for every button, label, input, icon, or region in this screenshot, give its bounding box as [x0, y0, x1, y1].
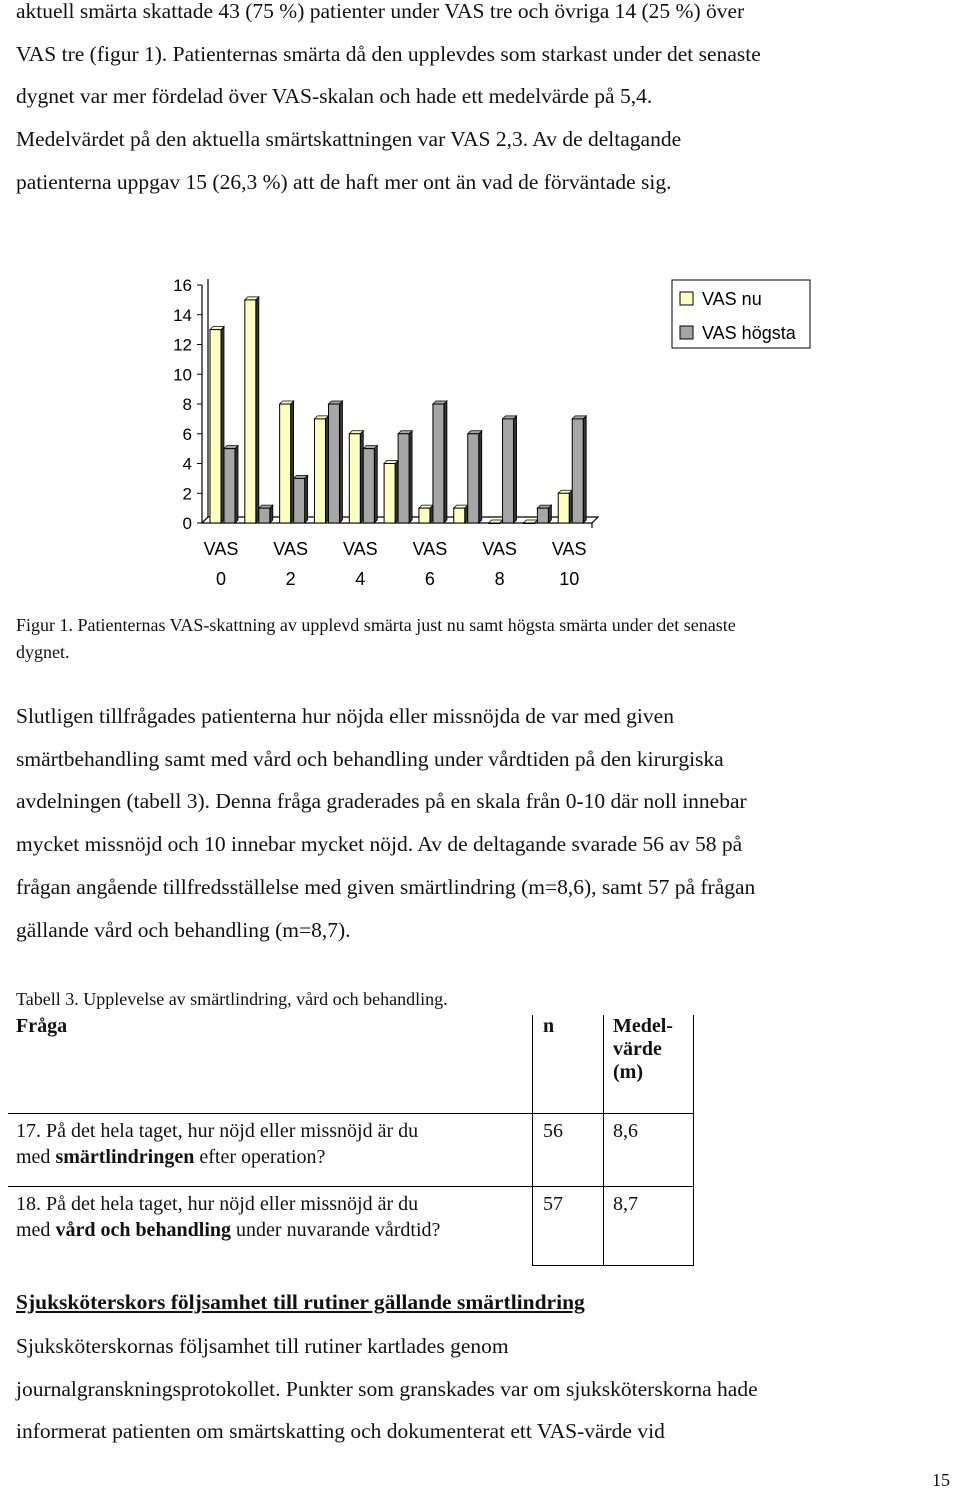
bar-front [259, 508, 270, 523]
question-cell: 17. På det hela taget, hur nöjd eller missnöjd är du med smärtlindringen efter operation? [8, 1114, 533, 1187]
table-row [8, 1187, 694, 1266]
bar-front [503, 419, 514, 523]
bar-vas-nu [314, 416, 328, 523]
third-paragraph [16, 1325, 936, 1453]
x-tick-label: 6 [424, 569, 435, 589]
x-tick-label: 0 [215, 569, 227, 589]
y-tick-label: 0 [182, 514, 192, 533]
bar-front [384, 464, 395, 524]
section-heading: Sjuksköterskors följsamhet till rutiner gällande smärtlindring [16, 1290, 585, 1314]
y-tick-label: 10 [173, 365, 192, 385]
y-axis-back [202, 279, 208, 523]
bar-front [363, 449, 374, 523]
paragraph-line: smärtbehandling samt med vård och behandling under vårdtiden på den kirurgiska [16, 746, 724, 771]
question-cell: 18. På det hela taget, hur nöjd eller missnöjd är du med vård och behandling under nuvarande vårdtid? [8, 1187, 533, 1266]
bar-vas-hogsta [503, 416, 517, 523]
bar-vas-hogsta [433, 401, 447, 523]
intro-line: VAS tre (figur 1). Patienternas smärta då den upplevdes som starkast under det senaste [16, 41, 761, 66]
paragraph-line: Slutligen tillfrågades patienterna hur nöjda eller missnöjda de var med given [16, 704, 674, 728]
y-tick-label: 16 [173, 276, 192, 295]
satisfaction-table [8, 1015, 694, 1266]
figure-caption [16, 612, 916, 666]
x-tick-label: VAS [273, 539, 308, 559]
chart-y-tick-labels [173, 276, 192, 533]
x-tick-label: 8 [494, 569, 505, 589]
bar-vas-nu [454, 505, 468, 523]
bar-vas-nu [419, 505, 433, 523]
bar-vas-nu [558, 490, 572, 523]
x-tick-label: VAS [342, 539, 378, 559]
x-tick-label: VAS [412, 539, 448, 559]
x-tick-label: 2 [285, 569, 296, 589]
bar-vas-nu [245, 297, 259, 523]
x-tick-label: VAS [203, 539, 239, 559]
bar-front [489, 523, 500, 524]
bar-vas-hogsta [363, 446, 377, 523]
legend-swatch [680, 292, 693, 305]
x-tick-label: VAS [551, 539, 587, 559]
bar-front [294, 478, 305, 523]
bar-vas-hogsta [328, 401, 342, 523]
bar-front [245, 300, 256, 523]
intro-line: aktuell smärta skattade 43 (75 %) patienter under VAS tre och övriga 14 (25 %) över [16, 0, 745, 23]
bar-vas-hogsta [398, 431, 412, 523]
x-tick-label: VAS [482, 539, 517, 559]
header-question: Fråga [8, 1015, 533, 1114]
bar-vas-nu [280, 401, 294, 523]
bar-front [537, 508, 548, 523]
bar-front [280, 404, 291, 523]
bar-front [523, 523, 534, 524]
bar-front [433, 404, 444, 523]
second-paragraph [16, 695, 936, 951]
y-tick-label: 14 [173, 305, 192, 325]
y-tick-label: 8 [182, 395, 192, 414]
bar-vas-nu [384, 461, 398, 524]
paragraph-line: informerat patienten om smärtskatting och dokumenterat ett VAS-värde vid [16, 1419, 665, 1444]
table-caption: Tabell 3. Upplevelse av smärtlindring, vård och behandling. [16, 989, 448, 1009]
paragraph-line: frågan angående tillfredsställelse med given smärtlindring (m=8,6), samt 57 på frågan [16, 874, 756, 899]
legend-label: VAS nu [702, 289, 762, 309]
legend-label: VAS högsta [702, 323, 796, 343]
table-header-row [8, 1015, 694, 1114]
chart-bars [210, 297, 586, 524]
n-cell: 56 [533, 1114, 604, 1187]
legend-swatch [680, 326, 693, 339]
paragraph-line: journalgranskningsprotokollet. Punkter som granskades var om sjuksköterskorna hade [16, 1376, 758, 1401]
bar-vas-hogsta [572, 416, 586, 523]
bar-front [328, 404, 339, 523]
paragraph-line: Sjuksköterskornas följsamhet till rutiner kartlades genom [16, 1334, 509, 1358]
y-tick-label: 4 [182, 454, 192, 474]
vas-bar-chart [150, 265, 830, 595]
x-tick-label: 10 [559, 569, 580, 589]
header-n: n [533, 1015, 604, 1114]
y-tick-label: 12 [173, 335, 192, 355]
chart-legend [672, 280, 810, 348]
mean-cell: 8,6 [604, 1114, 694, 1187]
intro-line: Medelvärdet på den aktuella smärtskattningen var VAS 2,3. Av de deltagande [16, 127, 682, 152]
bar-front [454, 508, 465, 523]
n-cell: 57 [533, 1187, 604, 1266]
bar-vas-hogsta [224, 446, 238, 523]
figure-caption-line: dygnet. [16, 642, 70, 662]
bar-front [419, 508, 430, 523]
bar-front [314, 419, 325, 523]
chart-x-tick-labels [204, 539, 587, 589]
bar-front [210, 330, 221, 523]
table-row [8, 1114, 694, 1187]
y-tick-label: 6 [182, 424, 192, 444]
paragraph-line: gällande vård och behandling (m=8,7). [16, 917, 351, 942]
intro-line: dygnet var mer fördelad över VAS-skalan och hade ett medelvärde på 5,4. [16, 84, 653, 109]
bar-front [468, 434, 479, 523]
bar-vas-nu [349, 431, 363, 523]
figure-caption-line: Figur 1. Patienternas VAS-skattning av upplevd smärta just nu samt högsta smärta under det senaste [16, 615, 736, 635]
intro-line: patienterna uppgav 15 (26,3 %) att de haft mer ont än vad de förväntade sig. [16, 169, 672, 194]
paragraph-line: mycket missnöjd och 10 innebar mycket nöjd. Av de deltagande svarade 56 av 58 på [16, 832, 743, 857]
bar-vas-hogsta [294, 475, 308, 523]
mean-cell: 8,7 [604, 1187, 694, 1266]
bar-front [224, 449, 235, 523]
y-tick-label: 2 [182, 484, 192, 504]
bar-front [572, 419, 583, 523]
paragraph-line: avdelningen (tabell 3). Denna fråga graderades på en skala från 0-10 där noll innebar [16, 789, 747, 814]
intro-paragraph [16, 0, 936, 204]
bar-vas-hogsta [537, 505, 551, 523]
bar-front [349, 434, 360, 523]
header-mean: Medel- värde (m) [604, 1015, 694, 1114]
page-number: 15 [932, 1470, 950, 1490]
bar-vas-hogsta [468, 431, 482, 523]
bar-vas-hogsta [259, 505, 273, 523]
bar-front [398, 434, 409, 523]
x-tick-label: 4 [355, 569, 366, 589]
bar-vas-nu [210, 327, 224, 523]
bar-front [558, 493, 569, 523]
